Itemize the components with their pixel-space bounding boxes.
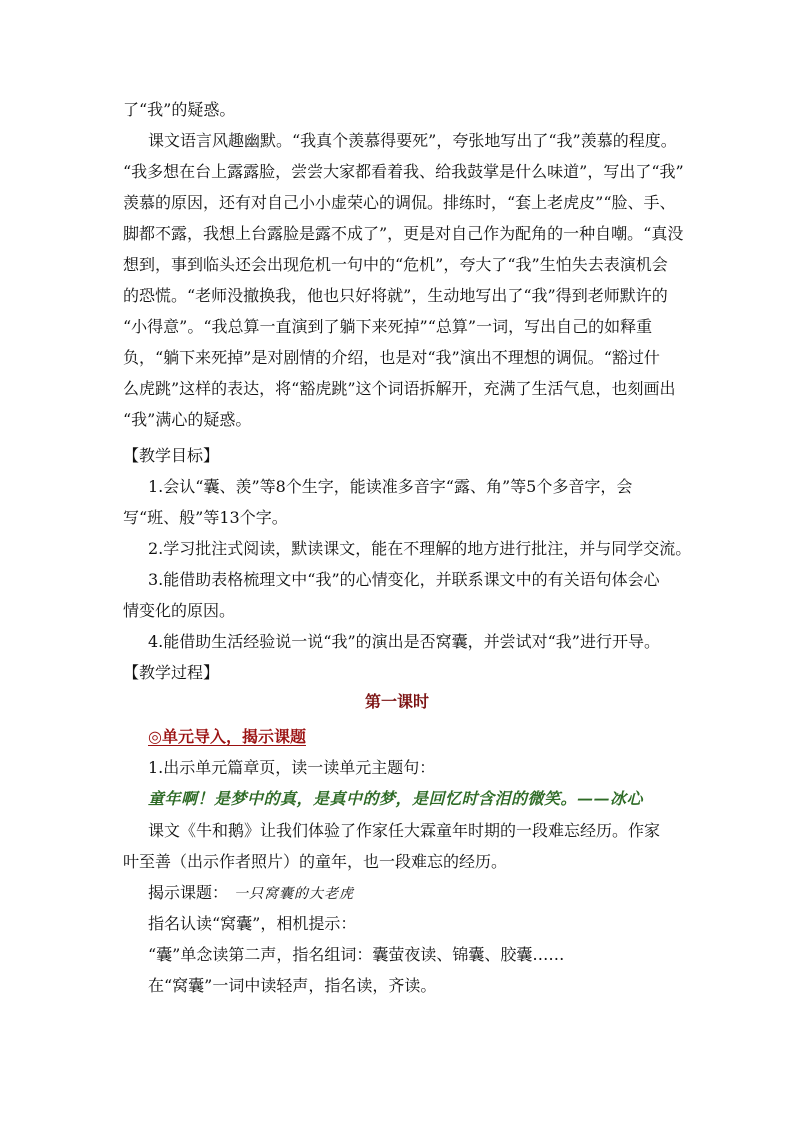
- lesson-title-handwritten: 一只窝囊的大老虎: [234, 886, 354, 902]
- paragraph-line: “我多想在台上露露脸，尝尝大家都看着我、给我鼓掌是什么味道”，写出了“我”: [123, 162, 684, 181]
- process-line: 1.出示单元篇章页，读一读单元主题句：: [148, 758, 436, 777]
- process-line: “囊”单念读第二声，指名组词：囊萤夜读、锦囊、胶囊……: [148, 945, 565, 964]
- goal-item: 2.学习批注式阅读，默读课文，能在不理解的地方进行批注，并与同学交流。: [148, 539, 692, 558]
- goals-heading: 【教学目标】: [123, 446, 220, 465]
- lesson-title: 第一课时: [364, 692, 429, 711]
- goal-item: 情变化的原因。: [123, 601, 236, 620]
- paragraph-line: 想到，事到临头还会出现危机一句中的“危机”，夸大了“我”生怕失去表演机会: [123, 255, 668, 274]
- section-title: ◎单元导入，揭示课题: [148, 727, 306, 746]
- goal-item: 1.会认“囊、羡”等8个生字，能读准多音字“露、角”等5个多音字，会: [148, 477, 633, 496]
- paragraph-line: 负，“躺下来死掉”是对剧情的介绍，也是对“我”演出不理想的调侃。“豁过什: [123, 348, 660, 367]
- paragraph-line: “我”满心的疑惑。: [123, 410, 252, 429]
- goal-item: 4.能借助生活经验说一说“我”的演出是否窝囊，并尝试对“我”进行开导。: [148, 632, 660, 651]
- process-heading: 【教学过程】: [123, 663, 220, 682]
- reveal-title-label: 揭示课题：: [148, 883, 229, 902]
- paragraph-line: 羡慕的原因，还有对自己小小虚荣心的调侃。排练时，“套上老虎皮”“脸、手、: [123, 193, 676, 212]
- paragraph-line: 么虎跳”这样的表达，将“豁虎跳”这个词语拆解开，充满了生活气息，也刻画出: [123, 379, 676, 398]
- theme-quote: 童年啊！是梦中的真，是真中的梦，是回忆时含泪的微笑。——冰心: [148, 789, 644, 808]
- paragraph-line: 脚都不露，我想上台露脸是露不成了”，更是对自己作为配角的一种自嘲。“真没: [123, 224, 684, 243]
- paragraph-line: 的恐慌。“老师没撤换我，他也只好将就”，生动地写出了“我”得到老师默许的: [123, 286, 668, 305]
- paragraph-line: 了“我”的疑惑。: [123, 100, 236, 119]
- process-line: 在“窝囊”一词中读轻声，指名读，齐读。: [148, 976, 437, 995]
- process-line: 指名认读“窝囊”，相机提示：: [148, 914, 357, 933]
- process-line: 叶至善（出示作者照片）的童年，也一段难忘的经历。: [123, 852, 508, 871]
- goal-item: 写“班、般”等13个字。: [123, 508, 288, 527]
- process-line: 课文《牛和鹅》让我们体验了作家任大霖童年时期的一段难忘经历。作家: [148, 821, 661, 840]
- paragraph-line: 课文语言风趣幽默。“我真个羡慕得要死”，夸张地写出了“我”羡慕的程度。: [148, 131, 677, 150]
- goal-item: 3.能借助表格梳理文中“我”的心情变化，并联系课文中的有关语句体会心: [148, 570, 660, 589]
- paragraph-line: “小得意”。“我总算一直演到了躺下来死掉”“总算”一词，写出自己的如释重: [123, 317, 653, 336]
